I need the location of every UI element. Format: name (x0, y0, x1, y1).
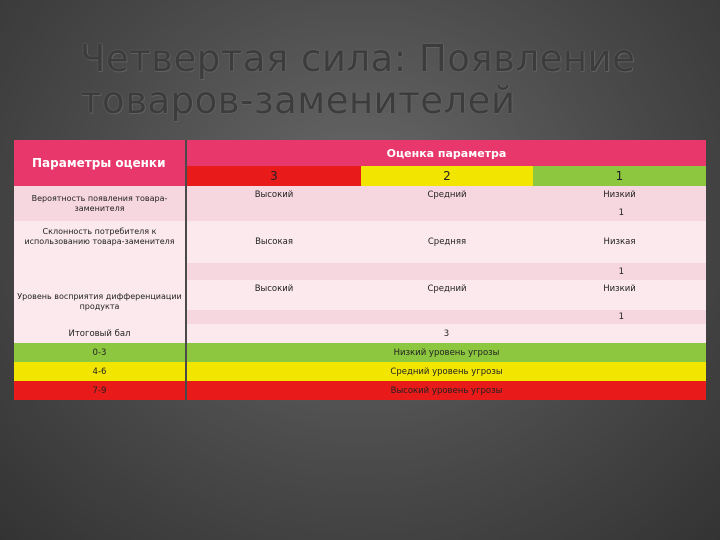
header-params: Параметры оценки (14, 140, 186, 186)
score-3: 3 (186, 166, 361, 186)
level-high-range: 7-9 (14, 381, 186, 400)
param-1-mid: Средний (361, 186, 533, 204)
total-value: 3 (186, 324, 706, 343)
param-1-score: 1 (186, 204, 706, 221)
level-low-text: Низкий уровень угрозы (186, 343, 706, 362)
threat-assessment-table (14, 140, 706, 400)
param-1-low: Низкий (533, 186, 706, 204)
param-3-score: 1 (186, 310, 706, 324)
param-2-mid: Средняя (361, 221, 533, 263)
param-2: Склонность потребителя к использованию товара-заменителя (14, 221, 186, 280)
level-high-text: Высокий уровень угрозы (186, 381, 706, 400)
param-1: Вероятность появления товара-заменителя (14, 186, 186, 221)
level-mid-range: 4-6 (14, 362, 186, 381)
slide-title (80, 38, 680, 122)
level-mid-text: Средний уровень угрозы (186, 362, 706, 381)
total-label: Итоговый бал (14, 324, 186, 343)
param-3-mid: Средний (361, 280, 533, 310)
param-3: Уровень восприятия дифференциации продукта (14, 280, 186, 324)
param-1-high: Высокий (186, 186, 361, 204)
header-score: Оценка параметра (186, 140, 706, 166)
param-3-high: Высокий (186, 280, 361, 310)
param-2-low: Низкая (533, 221, 706, 263)
param-3-low: Низкий (533, 280, 706, 310)
level-low-range: 0-3 (14, 343, 186, 362)
score-2: 2 (361, 166, 533, 186)
param-2-score: 1 (186, 263, 706, 280)
slide-title-line1: Четвертая сила: Появление (80, 37, 636, 80)
slide-title-line2: товаров-заменителей (80, 79, 516, 122)
param-2-high: Высокая (186, 221, 361, 263)
score-1: 1 (533, 166, 706, 186)
